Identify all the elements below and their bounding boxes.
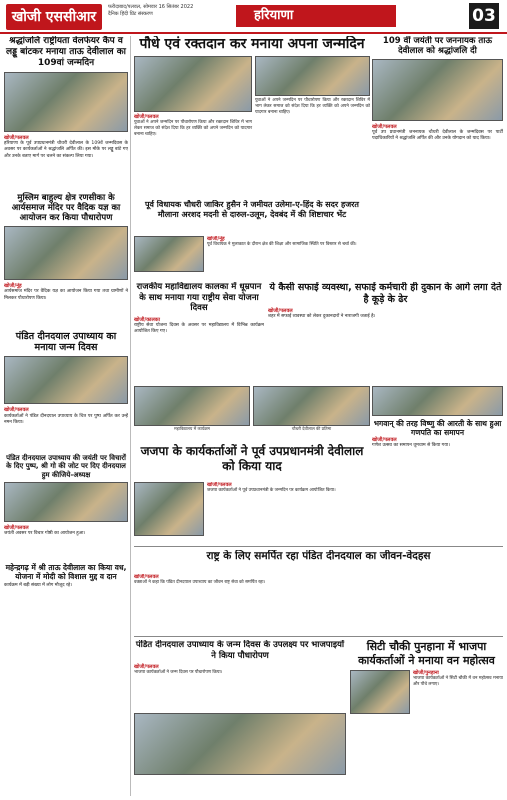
masthead: [0, 0, 507, 34]
headline-a9: जजपा के कार्यकर्ताओं ने पूर्व उपप्रधानमंत्री देवीलाल को किया याद: [140, 444, 364, 473]
article-a4: [134, 236, 370, 276]
body-a2-continued: युवाओं ने अपने जन्मदिन पर पौधारोपण किया और रक्तदान शिविर में भाग लेकर समाज को संदेश दिया कि हर व्यक्ति को अपने जन्मदिन को यादगार बनाना चाहिए।: [255, 98, 370, 115]
photo-a14: [134, 713, 346, 775]
banner-a4: [134, 200, 370, 234]
body-a12: कार्यक्रम में बड़ी संख्या में लोग मौजूद रहे।: [4, 583, 73, 589]
headline-a15: सिटी चौकी पुनहाना में भाजपा कार्यकर्ताओं ने मनाया वन महोत्सव: [358, 640, 495, 667]
body-a2: युवाओं ने अपने जन्मदिन पर पौधारोपण किया और रक्तदान शिविर में भाग लेकर समाज को संदेश दिया कि हर व्यक्ति को अपने जन्मदिन को यादगार बनाना चाहिए।: [134, 120, 252, 138]
banner-a13: [134, 550, 503, 572]
photo-a8: [4, 356, 128, 404]
byline-a6: खोजी/कालका: [134, 316, 160, 323]
body-a6: राष्ट्रीय सेवा योजना दिवस के अवसर पर महाविद्यालय में विभिन्न कार्यक्रम आयोजित किए गए।: [134, 322, 264, 334]
body-a7: शहर में सफाई व्यवस्था को लेकर दुकानदारों ने नाराजगी जताई है।: [268, 314, 376, 320]
byline-a11: खोजी/पलवल: [4, 525, 29, 532]
headline-a4: पूर्व विधायक चौधरी जाकिर हुसैन ने जमीयत उलेमा-ए-हिंद के सदर हजरत मौलाना अरशद मदनी से दारुल-उलूम, देवबंद में की शिष्टाचार भेंट: [145, 200, 359, 219]
byline-a8: खोजी/पलवल: [4, 407, 29, 414]
byline-a4: खोजी/नूंह: [207, 236, 225, 242]
byline-a7: खोजी/पलवल: [268, 308, 293, 314]
headline-a12: महेन्द्रगढ़ में श्री ताऊ देवीलाल का किया वध, योजना में मोदी को विशाल मुद्द व दान: [5, 563, 127, 582]
caption-c1: चौधरी देवीलाल की प्रतिमा: [291, 426, 332, 431]
body-a11: जयंती अवसर पर विचार गोष्ठी का आयोजन हुआ।: [4, 531, 86, 537]
body-a13: वक्ताओं ने कहा कि पंडित दीनदयाल उपाध्याय का जीवन राष्ट्र सेवा को समर्पित रहा।: [134, 580, 266, 586]
body-a8: कार्यकर्ताओं ने पंडित दीनदयाल उपाध्याय के चित्र पर पुष्प अर्पित कर उन्हें नमन किया।: [4, 413, 128, 425]
photo-a9: [134, 482, 204, 536]
caption-c2: महाविद्यालय में कार्यक्रम: [174, 426, 210, 431]
article-a9: [134, 482, 370, 542]
byline-a3: खोजी/पलवल: [372, 124, 397, 130]
body-a10: गणेश उत्सव का समापन धूमधाम से किया गया।: [372, 443, 450, 449]
article-a10: [372, 386, 503, 466]
headline-a2: पौधे एवं रक्तदान कर मनाया अपना जन्मदिन: [139, 36, 365, 52]
article-a15: [350, 640, 503, 796]
headline-a13: राष्ट्र के लिए समर्पित रहा पंडित दीनदयाल का जीवन-वेदहस: [206, 550, 431, 562]
photo-a15: [350, 670, 410, 714]
masthead-edition: दैनिक हिंदी प्रिंट संस्करण: [108, 11, 153, 17]
column-divider: [130, 36, 131, 796]
headline-a1: श्रद्धांजलि राष्ट्रीयता वेलफेयर कैंप व लड्डू बांटकर मनाया ताऊ देवीलाल का 109वां जन्मदिन: [6, 36, 126, 68]
byline-a5: खोजी/नूंह: [4, 283, 22, 290]
headline-a3: 109 वीं जयंती पर जननायक ताऊ देवीलाल को श्रद्धांजलि दी: [382, 36, 493, 56]
headline-a14: पंडित दीनदयाल उपाध्याय के जन्म दिवस के उपलक्ष्य पर भाजपाइयों ने किया पौधारोपण: [135, 640, 345, 661]
masthead-meta: [108, 4, 248, 18]
article-a13: [134, 574, 503, 634]
headline-a8: पंडित दीनदयाल उपाध्याय का मनाया जन्म दिवस: [4, 331, 128, 353]
body-a9: जजपा कार्यकर्ताओं ने पूर्व उपप्रधानमंत्री के जन्मदिन पर कार्यक्रम आयोजित किया।: [207, 488, 336, 494]
photo-a2-second: [255, 56, 370, 96]
headline-a5: मुस्लिम बाहुल्य क्षेत्र रणसीका के आर्यसमाज मंदिर पर वैदिक यज्ञ का आयोजन कर किया पौधारोपण: [11, 193, 121, 224]
byline-a13: खोजी/पलवल: [134, 574, 159, 580]
section-title: हरियाणा: [236, 5, 396, 27]
article-a6: [134, 282, 264, 382]
newspaper-logo: खोजी एससीआर: [6, 4, 102, 30]
headline-a10: भगवान् की तरह विष्णु की आरती के साथ हुआ गणपति का समापन: [373, 419, 502, 437]
body-a15: भाजपा कार्यकर्ताओं ने सिटी चौकी में वन महोत्सव मनाया और पौधे लगाए।: [413, 676, 503, 688]
photo-a7: [253, 386, 370, 426]
article-a7: [268, 282, 503, 382]
byline-a9: खोजी/पलवल: [207, 482, 232, 488]
photo-a5: [4, 226, 128, 280]
byline-a14: खोजी/पलवल: [134, 664, 159, 670]
photo-a6: [134, 386, 250, 426]
middle-photos: [134, 386, 370, 438]
headline-a7: ये कैसी सफाई व्यवस्था, सफाई कर्मचारी ही दुकान के आगे लगा देते है कूड़े के ढेर: [269, 282, 502, 305]
photo-a4: [134, 236, 204, 272]
headline-a6: राजकीय महाविद्यालय कालका में धूम्रपान के साथ मनाया गया राष्ट्रीय सेवा योजना दिवस: [136, 282, 262, 313]
photo-a11: [4, 482, 128, 522]
section-divider-2: [134, 636, 503, 637]
body-a14: भाजपा कार्यकर्ताओं ने जन्म दिवस पर पौधारोपण किया।: [134, 670, 223, 676]
photo-a3: [372, 59, 503, 121]
body-a4: पूर्व विधायक ने मुलाकात के दौरान क्षेत्र की शिक्षा और सामाजिक स्थिति पर विस्तार से चर्चा की।: [207, 242, 357, 248]
byline-a2: खोजी/पलवल: [134, 114, 159, 120]
body-a3: पूर्व उप प्रधानमंत्री जननायक चौधरी देवीलाल के जन्मदिवस पर पार्टी पदाधिकारियों ने श्रद्धांजलि अर्पित की और उनके योगदान को याद किया।: [372, 130, 503, 142]
byline-a1: खोजी/पलवल: [4, 135, 29, 141]
headline-a11: पंडित दीनदयाल उपाध्याय की जयंती पर विचारों के दिए पुष्प, श्री गो की जोट पर दिए दीनदयाल हुम कीजिये-अध्यक्ष: [6, 453, 126, 479]
photo-a2: [134, 56, 252, 112]
photo-a10: [372, 386, 503, 416]
byline-a15: खोजी/पुनहाना: [413, 670, 439, 676]
banner-a9: [134, 444, 370, 480]
article-a14: [134, 640, 346, 796]
body-a5: आर्यसमाज मंदिर पर वैदिक यज्ञ का आयोजन किया गया तथा ग्रामीणों ने मिलकर पौधारोपण किया।: [4, 289, 128, 301]
masthead-date: फरीदाबाद/पलवल, सोमवार 16 सितंबर 2022: [108, 4, 194, 10]
page-number: 03: [469, 3, 499, 29]
section-divider: [134, 546, 503, 547]
column-left: [4, 36, 128, 796]
byline-a10: खोजी/पलवल: [372, 437, 397, 443]
body-a1: हरियाणा के पूर्व उपप्रधानमंत्री चौधरी देवीलाल के 109वें जन्मदिवस के अवसर पर कार्यकर्ताओं ने श्रद्धांजलि अर्पित की। इस मौके पर लड्डू बांटे गए और उनके बताए मार्ग पर चलने का संकल्प लिया गया।: [4, 141, 128, 159]
photo-a1: [4, 72, 128, 132]
